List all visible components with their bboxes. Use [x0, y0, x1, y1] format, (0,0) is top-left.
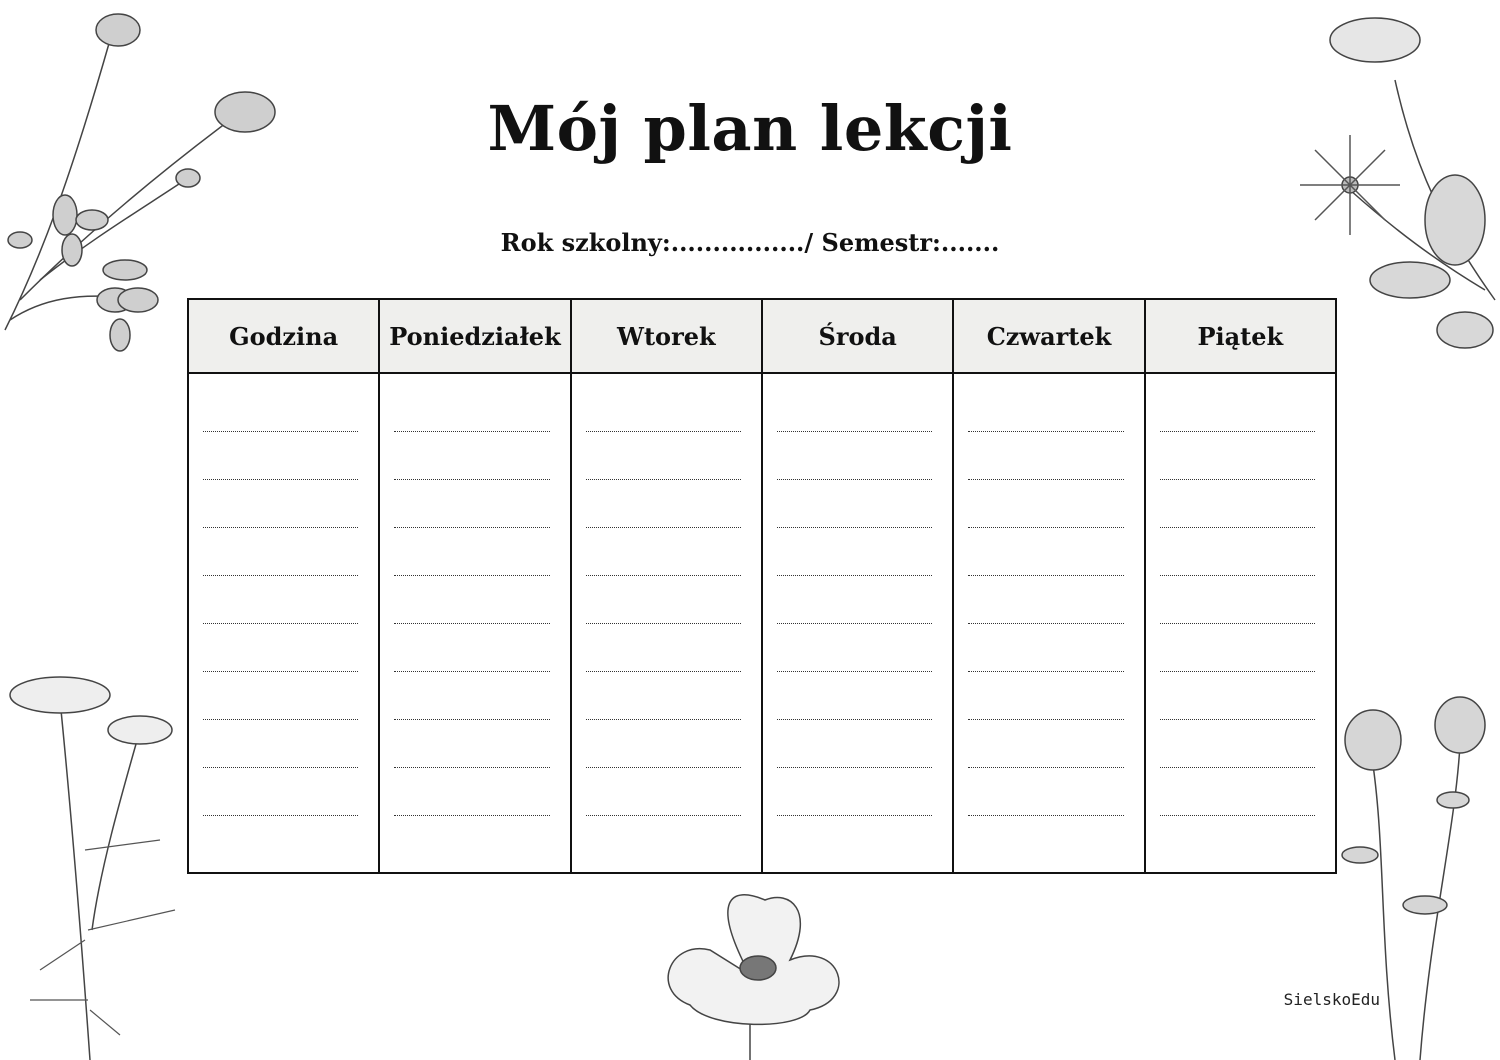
write-in-line[interactable]: [203, 815, 358, 816]
write-in-line[interactable]: [394, 671, 549, 672]
write-in-line[interactable]: [586, 767, 741, 768]
write-in-line[interactable]: [1160, 527, 1315, 528]
write-in-line[interactable]: [203, 671, 358, 672]
write-in-line[interactable]: [1160, 767, 1315, 768]
write-in-line[interactable]: [968, 431, 1123, 432]
write-in-line[interactable]: [203, 575, 358, 576]
write-in-line[interactable]: [394, 479, 549, 480]
column-header: Wtorek: [572, 300, 761, 374]
write-in-line[interactable]: [968, 719, 1123, 720]
write-in-line[interactable]: [586, 815, 741, 816]
write-in-line[interactable]: [203, 719, 358, 720]
write-in-line[interactable]: [777, 527, 932, 528]
column-header: Godzina: [189, 300, 378, 374]
write-in-line[interactable]: [777, 479, 932, 480]
write-in-line[interactable]: [968, 767, 1123, 768]
schedule-column: [189, 300, 380, 872]
write-in-line[interactable]: [968, 527, 1123, 528]
write-in-line[interactable]: [586, 719, 741, 720]
page-title: Mój plan lekcji: [487, 92, 1013, 165]
write-in-line[interactable]: [968, 815, 1123, 816]
write-in-line[interactable]: [586, 671, 741, 672]
write-in-line[interactable]: [586, 527, 741, 528]
write-in-line[interactable]: [968, 575, 1123, 576]
column-header: Czwartek: [954, 300, 1143, 374]
write-in-line[interactable]: [968, 671, 1123, 672]
write-in-line[interactable]: [203, 431, 358, 432]
column-body: [763, 374, 952, 872]
column-header: Środa: [763, 300, 952, 374]
schedule-table: [187, 298, 1337, 874]
column-body: [572, 374, 761, 872]
write-in-line[interactable]: [203, 527, 358, 528]
write-in-line[interactable]: [1160, 719, 1315, 720]
column-header: Piątek: [1146, 300, 1335, 374]
brand-credit: SielskoEdu: [1283, 990, 1380, 1009]
schedule-column: [954, 300, 1145, 872]
write-in-line[interactable]: [777, 431, 932, 432]
write-in-line[interactable]: [777, 767, 932, 768]
write-in-line[interactable]: [968, 479, 1123, 480]
write-in-line[interactable]: [777, 719, 932, 720]
write-in-line[interactable]: [1160, 479, 1315, 480]
write-in-line[interactable]: [203, 623, 358, 624]
poppy-illustration: [650, 880, 860, 1060]
write-in-line[interactable]: [394, 767, 549, 768]
write-in-line[interactable]: [586, 431, 741, 432]
column-body: [1146, 374, 1335, 872]
write-in-line[interactable]: [394, 815, 549, 816]
schedule-column: [572, 300, 763, 872]
write-in-line[interactable]: [203, 479, 358, 480]
write-in-line[interactable]: [586, 479, 741, 480]
write-in-line[interactable]: [586, 575, 741, 576]
column-body: [189, 374, 378, 872]
schedule-column: [380, 300, 571, 872]
schedule-column: [1146, 300, 1335, 872]
column-body: [380, 374, 569, 872]
write-in-line[interactable]: [203, 767, 358, 768]
write-in-line[interactable]: [777, 575, 932, 576]
write-in-line[interactable]: [394, 431, 549, 432]
write-in-line[interactable]: [968, 623, 1123, 624]
yarrow-illustration: [0, 670, 200, 1060]
school-year-semester-line: Rok szkolny:................/ Semestr:.......: [500, 228, 1000, 257]
write-in-line[interactable]: [777, 671, 932, 672]
column-body: [954, 374, 1143, 872]
write-in-line[interactable]: [1160, 815, 1315, 816]
write-in-line[interactable]: [394, 575, 549, 576]
column-header: Poniedziałek: [380, 300, 569, 374]
write-in-line[interactable]: [777, 623, 932, 624]
write-in-line[interactable]: [1160, 575, 1315, 576]
write-in-line[interactable]: [394, 527, 549, 528]
write-in-line[interactable]: [1160, 671, 1315, 672]
schedule-column: [763, 300, 954, 872]
write-in-line[interactable]: [586, 623, 741, 624]
write-in-line[interactable]: [394, 623, 549, 624]
write-in-line[interactable]: [394, 719, 549, 720]
write-in-line[interactable]: [1160, 623, 1315, 624]
write-in-line[interactable]: [777, 815, 932, 816]
write-in-line[interactable]: [1160, 431, 1315, 432]
